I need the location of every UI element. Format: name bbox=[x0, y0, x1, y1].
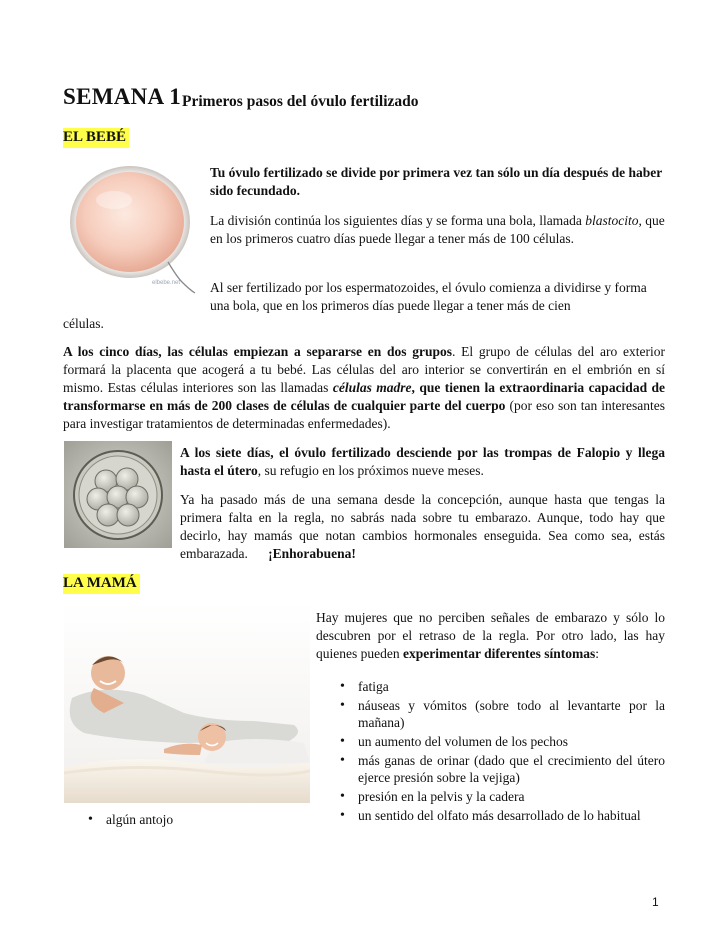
image-watermark: elbebe.net bbox=[152, 280, 181, 286]
baby-section-heading-wrap bbox=[63, 128, 129, 148]
one-week-text: Ya ha pasado más de una semana desde la concepción, aunque hasta que tengas la primera falta en la regla, no sabrás nada sobre tu embarazo. Aunque, todo hay que decirlo, hay mamás que notan cambios hormonales enseguida. Sea como sea, estás embarazada. bbox=[180, 492, 665, 561]
baby-paragraph-3-text: Al ser fertilizado por los espermatozoides, el óvulo comienza a dividirse y forma una bola, que en los primeros días puede llegar a tener más de cien bbox=[210, 280, 647, 313]
blastocito-term: blastocito bbox=[585, 213, 639, 228]
extra-symptom-list bbox=[84, 811, 384, 828]
symptom-item: • un aumento del volumen de los pechos bbox=[336, 733, 665, 750]
week-title: SEMANA 1 bbox=[63, 84, 182, 109]
extra-symptom-wrap bbox=[84, 811, 384, 830]
seven-days-text: , su refugio en los próximos nueve meses. bbox=[257, 463, 484, 478]
baby-paragraph-5 bbox=[180, 444, 665, 480]
couple-photo bbox=[64, 603, 310, 803]
blastocyst-illustration bbox=[64, 441, 172, 548]
blastocyst-microscope-image bbox=[64, 441, 172, 548]
baby-paragraph-1 bbox=[210, 164, 665, 200]
baby-paragraph-1-text: Tu óvulo fertilizado se divide por primera vez tan sólo un día después de haber sido fecundado. bbox=[210, 165, 663, 198]
symptom-item: • náuseas y vómitos (sobre todo al levantarte por la mañana) bbox=[336, 697, 665, 731]
five-days-text-end: (por eso son tan interesantes para investigar tratamientos de determinadas enfermedades). bbox=[63, 398, 665, 431]
symptoms-list-wrap bbox=[336, 678, 665, 826]
fertilized-ovum-image bbox=[64, 160, 204, 298]
baby-paragraph-2-part-a: La división continúa los siguientes días y se forma una bola, llamada bbox=[210, 213, 586, 228]
five-days-text: . El grupo de células del aro exterior formará la placenta que acogerá a tu bebé. Las células del aro interior se convertirán en el embrión en sí mismo. Estas células interiores son las llamadas bbox=[63, 344, 665, 395]
symptom-item: • fatiga bbox=[336, 678, 665, 695]
baby-paragraph-3-continuation: células. bbox=[63, 316, 104, 331]
baby-paragraph-3 bbox=[210, 279, 665, 315]
symptom-item: • más ganas de orinar (dado que el crecimiento del útero ejerce presión sobre la vejiga) bbox=[336, 752, 665, 786]
page-number: 1 bbox=[652, 895, 659, 909]
symptoms-bold: experimentar diferentes síntomas bbox=[402, 646, 596, 661]
seven-days-bold: A los siete días, el óvulo fertilizado desciende por las trompas de Falopio y llega hasta el útero bbox=[180, 445, 665, 478]
mom-intro-paragraph bbox=[316, 609, 665, 663]
symptom-item-extra: • algún antojo bbox=[84, 811, 384, 828]
baby-section-heading: EL BEBÉ bbox=[63, 128, 129, 148]
symptom-item: • presión en la pelvis y la cadera bbox=[336, 788, 665, 805]
congratulations-text: ¡Enhorabuena! bbox=[268, 546, 356, 561]
baby-paragraph-2 bbox=[210, 212, 665, 248]
mom-intro-end: : bbox=[595, 646, 599, 661]
symptoms-list bbox=[336, 678, 665, 824]
stem-cells-term: células madre bbox=[332, 380, 412, 395]
baby-paragraph-2-part-b: , que en los primeros cuatro días puede llegar a tener más de 100 células. bbox=[210, 213, 665, 246]
baby-paragraph-6 bbox=[180, 491, 665, 563]
mom-section-heading-wrap bbox=[63, 574, 140, 594]
five-days-bold: A los cinco días, las células empiezan a separarse en dos grupos bbox=[63, 344, 453, 359]
couple-illustration bbox=[64, 603, 310, 803]
week-subtitle: Primeros pasos del óvulo fertilizado bbox=[182, 93, 419, 110]
mom-section-heading: LA MAMÁ bbox=[63, 574, 140, 594]
stem-cells-bold: , que tienen la extraordinaria capacidad de transformarse en más de 200 clases de células de cualquier parte del cuerpo bbox=[63, 380, 666, 413]
mom-intro-text: Hay mujeres que no perciben señales de embarazo y sólo lo descubren por el retraso de la regla. Por otro lado, las hay quienes pueden bbox=[316, 610, 665, 661]
ovum-illustration bbox=[64, 160, 204, 298]
baby-paragraph-4 bbox=[63, 343, 665, 433]
symptom-item: • un sentido del olfato más desarrollado de lo habitual bbox=[336, 807, 665, 824]
